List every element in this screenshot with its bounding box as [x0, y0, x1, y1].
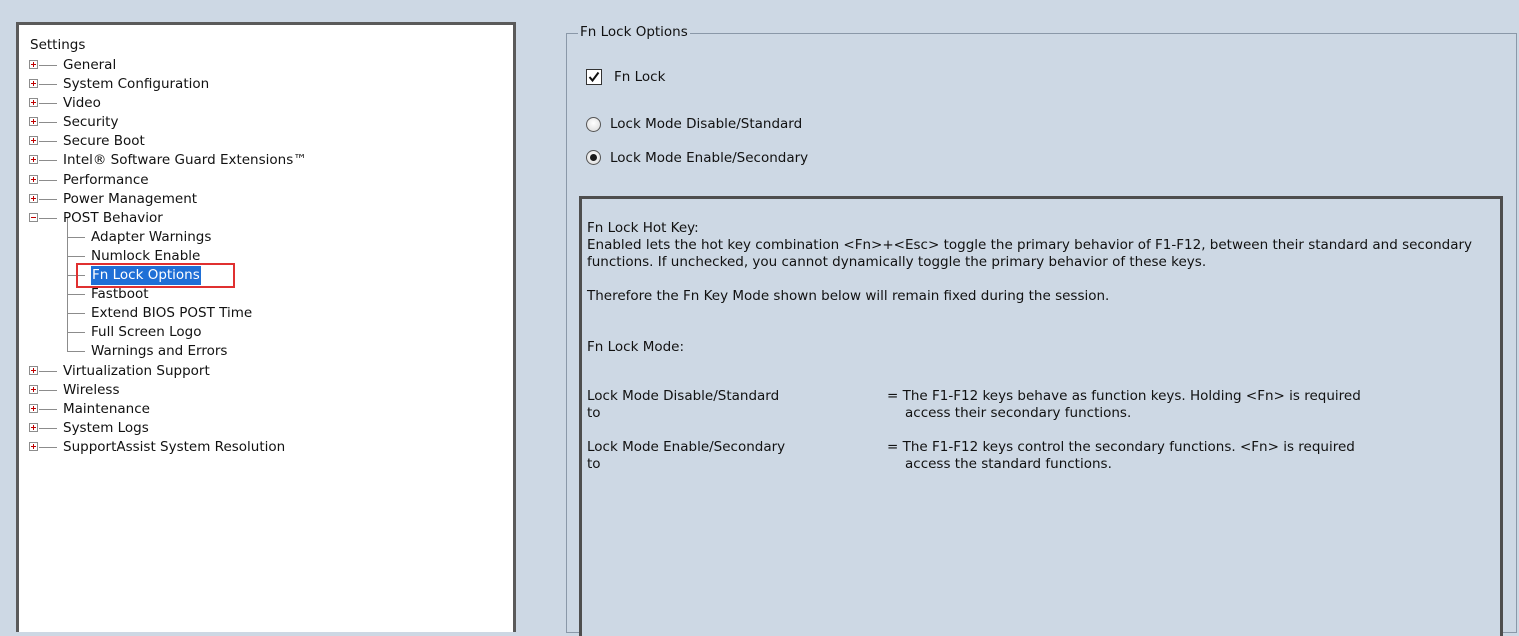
tree-item-label: Secure Boot — [63, 133, 145, 149]
tree-item-label: Security — [63, 114, 119, 130]
expand-icon[interactable] — [29, 175, 38, 184]
tree-connector-line — [67, 218, 68, 352]
help-mode-enable-desc-cont: access the standard functions. — [905, 456, 1112, 472]
tree-item-label: System Configuration — [63, 76, 210, 92]
tree-item-label: System Logs — [63, 420, 149, 436]
tree-item-label-selected: Fn Lock Options — [92, 267, 200, 283]
help-paragraph-1: Enabled lets the hot key combination <Fn>+<Esc> toggle the primary behavior of F1-F12, between their standard and secondary functions. If unchecked, you cannot dynamically toggle the primary behavior of these keys. — [587, 237, 1473, 270]
fn-lock-label[interactable]: Fn Lock — [614, 69, 666, 85]
help-mode-enable-name: Lock Mode Enable/Secondary — [587, 439, 786, 455]
radio-selected-dot — [590, 154, 597, 161]
selection-highlight-box — [76, 263, 235, 288]
expand-icon[interactable] — [29, 117, 38, 126]
help-mode-heading: Fn Lock Mode: — [587, 339, 685, 355]
help-mode-enable-to: to — [587, 456, 601, 472]
tree-item-label: Intel® Software Guard Extensions™ — [63, 152, 307, 168]
expand-icon[interactable] — [29, 404, 38, 413]
group-title: Fn Lock Options — [580, 24, 688, 40]
help-content — [587, 220, 1487, 472]
tree-item-label: SupportAssist System Resolution — [63, 439, 286, 455]
lock-mode-disable-radio[interactable] — [586, 117, 601, 132]
help-paragraph-2: Therefore the Fn Key Mode shown below will remain fixed during the session. — [587, 288, 1110, 304]
expand-icon[interactable] — [29, 60, 38, 69]
tree-item-label: Numlock Enable — [91, 248, 201, 264]
expand-icon[interactable] — [29, 423, 38, 432]
lock-mode-enable-label[interactable]: Lock Mode Enable/Secondary — [610, 150, 809, 166]
help-heading: Fn Lock Hot Key: — [587, 220, 699, 236]
fn-lock-checkbox[interactable] — [586, 69, 602, 85]
expand-icon[interactable] — [29, 98, 38, 107]
help-mode-disable-desc-cont: access their secondary functions. — [905, 405, 1132, 421]
help-mode-enable-desc: = The F1-F12 keys control the secondary functions. <Fn> is required — [887, 439, 1355, 455]
tree-item-label: Warnings and Errors — [91, 343, 228, 359]
tree-item-label: POST Behavior — [63, 210, 163, 226]
tree-item-label: Full Screen Logo — [91, 324, 202, 340]
help-mode-disable-name: Lock Mode Disable/Standard — [587, 388, 780, 404]
help-mode-disable-desc: = The F1-F12 keys behave as function keys. Holding <Fn> is required — [887, 388, 1361, 404]
settings-tree-pane — [16, 22, 516, 632]
tree-item-label: Wireless — [63, 382, 120, 398]
tree-item-label: Power Management — [63, 191, 198, 207]
expand-icon[interactable] — [29, 136, 38, 145]
tree-item-label: Extend BIOS POST Time — [91, 305, 253, 321]
expand-icon[interactable] — [29, 155, 38, 164]
tree-item-label: Fastboot — [91, 286, 149, 302]
checkmark-icon — [588, 71, 600, 83]
lock-mode-enable-radio[interactable] — [586, 150, 601, 165]
expand-icon[interactable] — [29, 442, 38, 451]
tree-item-label: Adapter Warnings — [91, 229, 212, 245]
lock-mode-disable-label[interactable]: Lock Mode Disable/Standard — [610, 116, 803, 132]
tree-item-label: Video — [63, 95, 101, 111]
help-text-box — [579, 196, 1503, 636]
tree-item-label: General — [63, 57, 117, 73]
tree-item-label: Performance — [63, 172, 149, 188]
expand-icon[interactable] — [29, 79, 38, 88]
collapse-icon[interactable] — [29, 213, 38, 222]
expand-icon[interactable] — [29, 194, 38, 203]
expand-icon[interactable] — [29, 366, 38, 375]
tree-item-label: Virtualization Support — [63, 363, 210, 379]
tree-root-label: Settings — [30, 37, 86, 53]
tree-item-label: Maintenance — [63, 401, 150, 417]
expand-icon[interactable] — [29, 385, 38, 394]
help-mode-disable-to: to — [587, 405, 601, 421]
